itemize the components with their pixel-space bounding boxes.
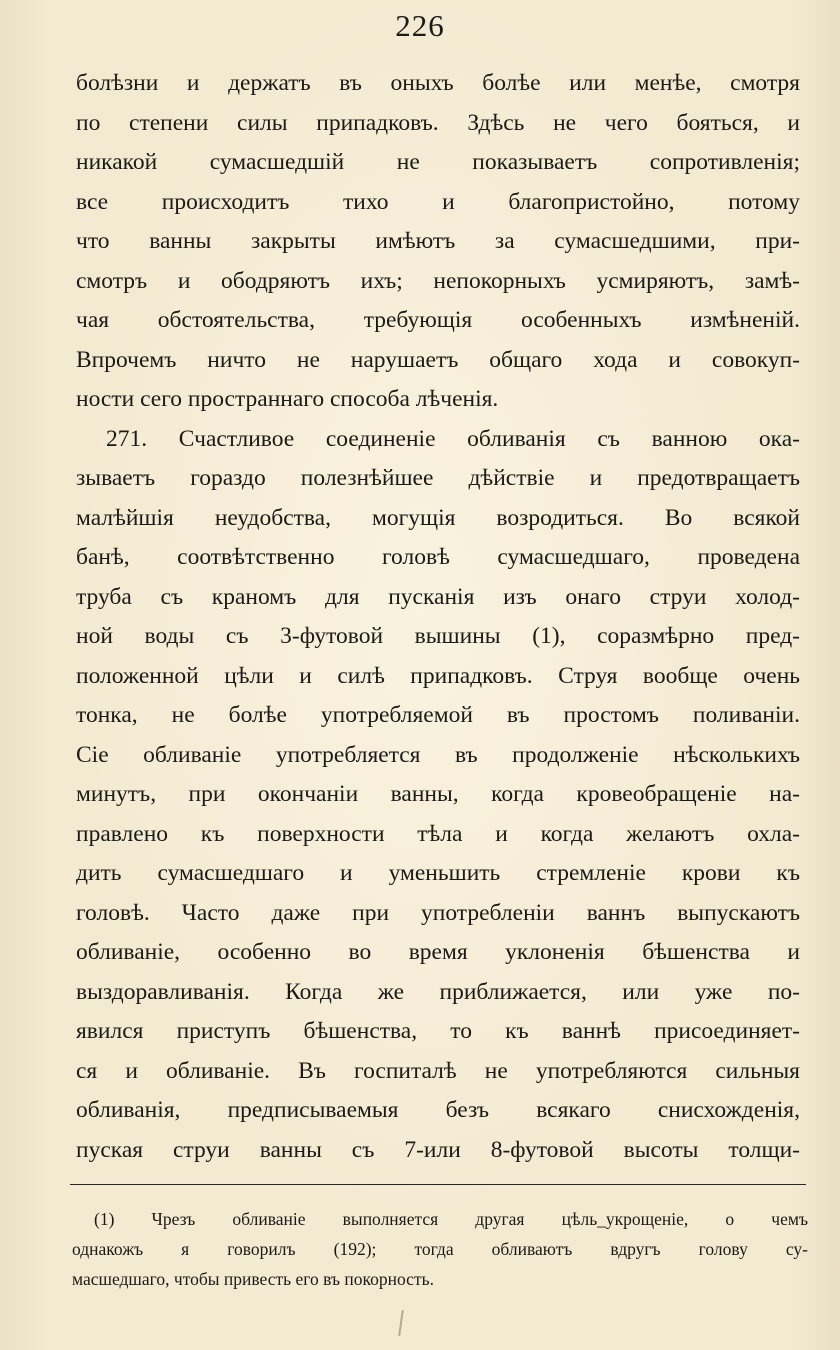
text-line: ся и обливаніе. Въ госпиталѣ не употребляются сильныя <box>76 1057 800 1084</box>
text-line: Впрочемъ ничто не нарушаетъ общаго хода и совокуп- <box>76 346 800 373</box>
footnotes <box>72 1204 808 1294</box>
text-line: по степени силы припадковъ. Здѣсь не чего бояться, и <box>76 109 800 136</box>
text-line: ной воды съ 3-футовой вышины (1), соразмѣрно пред- <box>76 623 800 649</box>
footnote-line: однакожъ я говорилъ (192); тогда обливаютъ вдругъ голову су- <box>72 1239 808 1259</box>
text-line: все происходитъ тихо и благопристойно, потому <box>76 188 800 215</box>
text-line: никакой сумасшедшій не показываетъ сопротивленія; <box>76 149 800 175</box>
text-line: болѣзни и держатъ въ оныхъ болѣе или менѣе, смотря <box>76 70 800 96</box>
text-line: явился приступъ бѣшенства, то къ ваннѣ присоединяет- <box>76 1018 800 1044</box>
text-line: головѣ. Часто даже при употребленіи ваннъ выпускаютъ <box>76 899 800 926</box>
footnote-divider <box>70 1184 806 1185</box>
text-line: банѣ, соотвѣтственно головѣ сумасшедшаго, проведена <box>76 544 800 570</box>
text-line: тонка, не болѣе употребляемой въ простомъ поливаніи. <box>76 702 800 728</box>
text-line: пуская струи ванны съ 7-или 8-футовой высоты толщи- <box>76 1136 800 1163</box>
main-text <box>76 64 800 1170</box>
text-line: выздоравливанія. Когда же приближается, или уже по- <box>76 978 800 1005</box>
text-line: зываетъ гораздо полезнѣйшее дѣйствіе и предотвращаетъ <box>76 465 800 491</box>
paper-mark <box>398 1310 404 1336</box>
paragraph-271-first-line: 271. Счастливое соединеніе обливанія съ ванною ока- <box>106 425 800 452</box>
text-line: труба съ краномъ для пусканія изъ онаго струи холод- <box>76 583 800 610</box>
text-line: положенной цѣли и силѣ припадковъ. Струя вообще очень <box>76 662 800 689</box>
text-line: дить сумасшедшаго и уменьшить стремленіе крови къ <box>76 860 800 886</box>
text-line: обливанія, предписываемыя безъ всякаго снисхожденія, <box>76 1097 800 1123</box>
text-line: правлено къ поверхности тѣла и когда желаютъ охла- <box>76 820 800 847</box>
text-line: Сіе обливаніе употребляется въ продолженіе нѣсколькихъ <box>76 741 800 768</box>
text-line: обливаніе, особенно во время уклоненія бѣшенства и <box>76 939 800 965</box>
text-line: смотръ и ободряютъ ихъ; непокорныхъ усмиряютъ, замѣ- <box>76 267 800 294</box>
text-line: минутъ, при окончаніи ванны, когда кровеобращеніе на- <box>76 781 800 807</box>
text-line: чая обстоятельства, требующія особенныхъ измѣненій. <box>76 307 800 333</box>
page-number: 226 <box>395 8 445 43</box>
footnote-line: масшедшаго, чтобы привесть его въ покорность. <box>72 1269 434 1289</box>
text-line: что ванны закрыты имѣютъ за сумасшедшими, при- <box>76 228 800 254</box>
footnote-line: (1) Чрезъ обливаніе выполняется другая цѣль_укрощеніе, о чемъ <box>94 1209 808 1229</box>
text-line-paragraph-end: ности сего пространнаго способа лѣченія. <box>76 386 499 412</box>
text-line: малѣйшія неудобства, могущія возродиться. Во всякой <box>76 504 800 531</box>
